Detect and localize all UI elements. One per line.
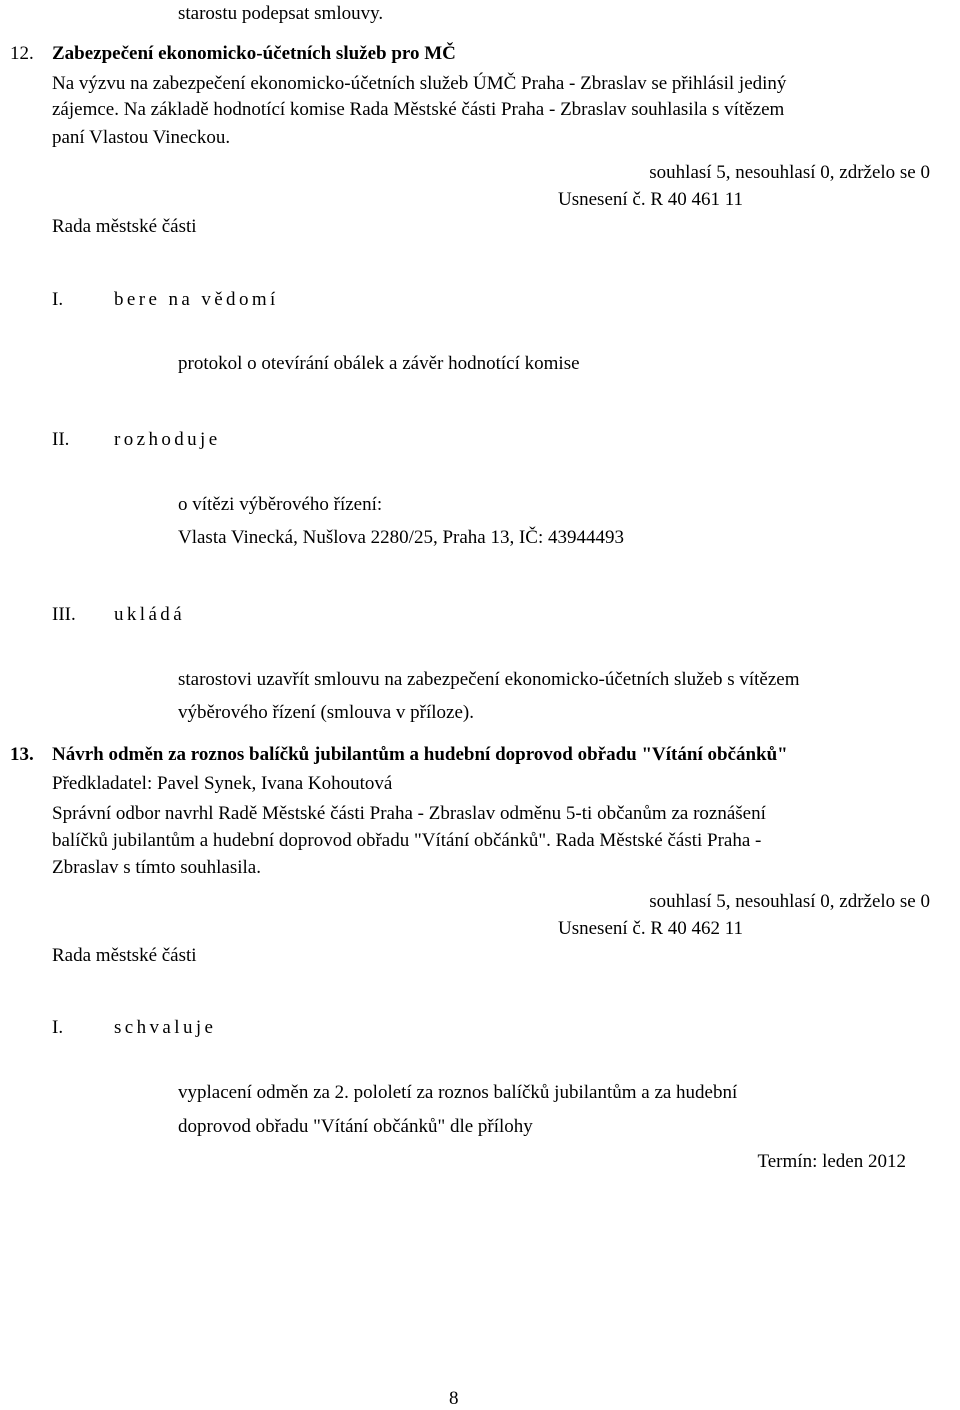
deadline: Termín: leden 2012 [757, 1151, 906, 1172]
item-12-body-line: paní Vlastou Vineckou. [52, 127, 231, 148]
point-verb: bere na vědomí [114, 289, 279, 310]
point-numeral: I. [52, 1017, 64, 1038]
point-text: starostovi uzavřít smlouvu na zabezpečení ekonomicko-účetních služeb s vítězem [178, 669, 800, 690]
item-12-body-line: Na výzvu na zabezpečení ekonomicko-účetních služeb ÚMČ Praha - Zbraslav se přihlásil jediný [52, 73, 787, 94]
point-text: doprovod obřadu "Vítání občánků" dle přílohy [178, 1116, 533, 1137]
item-12-vote: souhlasí 5, nesouhlasí 0, zdrželo se 0 [649, 162, 930, 183]
point-numeral: II. [52, 429, 70, 450]
point-verb: ukládá [114, 604, 186, 625]
point-numeral: III. [52, 604, 76, 625]
item-12-council: Rada městské části [52, 216, 197, 237]
item-13-body-line: balíčků jubilantům a hudební doprovod obřadu "Vítání občánků". Rada Městské části Praha - [52, 830, 762, 851]
item-12-resolution: Usnesení č. R 40 461 11 [558, 189, 744, 210]
point-verb: rozhoduje [114, 429, 221, 450]
item-12-number: 12. [10, 43, 34, 64]
item-13-number: 13. [10, 744, 34, 765]
item-12-body-line: zájemce. Na základě hodnotící komise Rada Městské části Praha - Zbraslav souhlasila s vítězem [52, 99, 785, 120]
item-13-body-line: Správní odbor navrhl Radě Městské části Praha - Zbraslav odměnu 5-ti občanům za roznášení [52, 803, 766, 824]
continuation-text: starostu podepsat smlouvy. [178, 3, 384, 24]
point-text: protokol o otevírání obálek a závěr hodnotící komise [178, 353, 580, 374]
point-text: o vítězi výběrového řízení: [178, 494, 383, 515]
item-13-title: Návrh odměn za roznos balíčků jubilantům a hudební doprovod obřadu "Vítání občánků" [52, 744, 788, 765]
point-text: vyplacení odměn za 2. pololetí za roznos balíčků jubilantům a za hudební [178, 1082, 738, 1103]
item-13-resolution: Usnesení č. R 40 462 11 [558, 918, 744, 939]
point-verb: schvaluje [114, 1017, 217, 1038]
point-text: Vlasta Vinecká, Nušlova 2280/25, Praha 13, IČ: 43944493 [178, 527, 624, 548]
item-13-vote: souhlasí 5, nesouhlasí 0, zdrželo se 0 [649, 891, 930, 912]
item-13-body-line: Zbraslav s tímto souhlasila. [52, 857, 261, 878]
page-number: 8 [449, 1388, 459, 1409]
item-13-presenter: Předkladatel: Pavel Synek, Ivana Kohoutová [52, 773, 393, 794]
point-numeral: I. [52, 289, 64, 310]
item-12-title: Zabezpečení ekonomicko-účetních služeb pro MČ [52, 43, 456, 64]
point-text: výběrového řízení (smlouva v příloze). [178, 702, 474, 723]
item-13-council: Rada městské části [52, 945, 197, 966]
